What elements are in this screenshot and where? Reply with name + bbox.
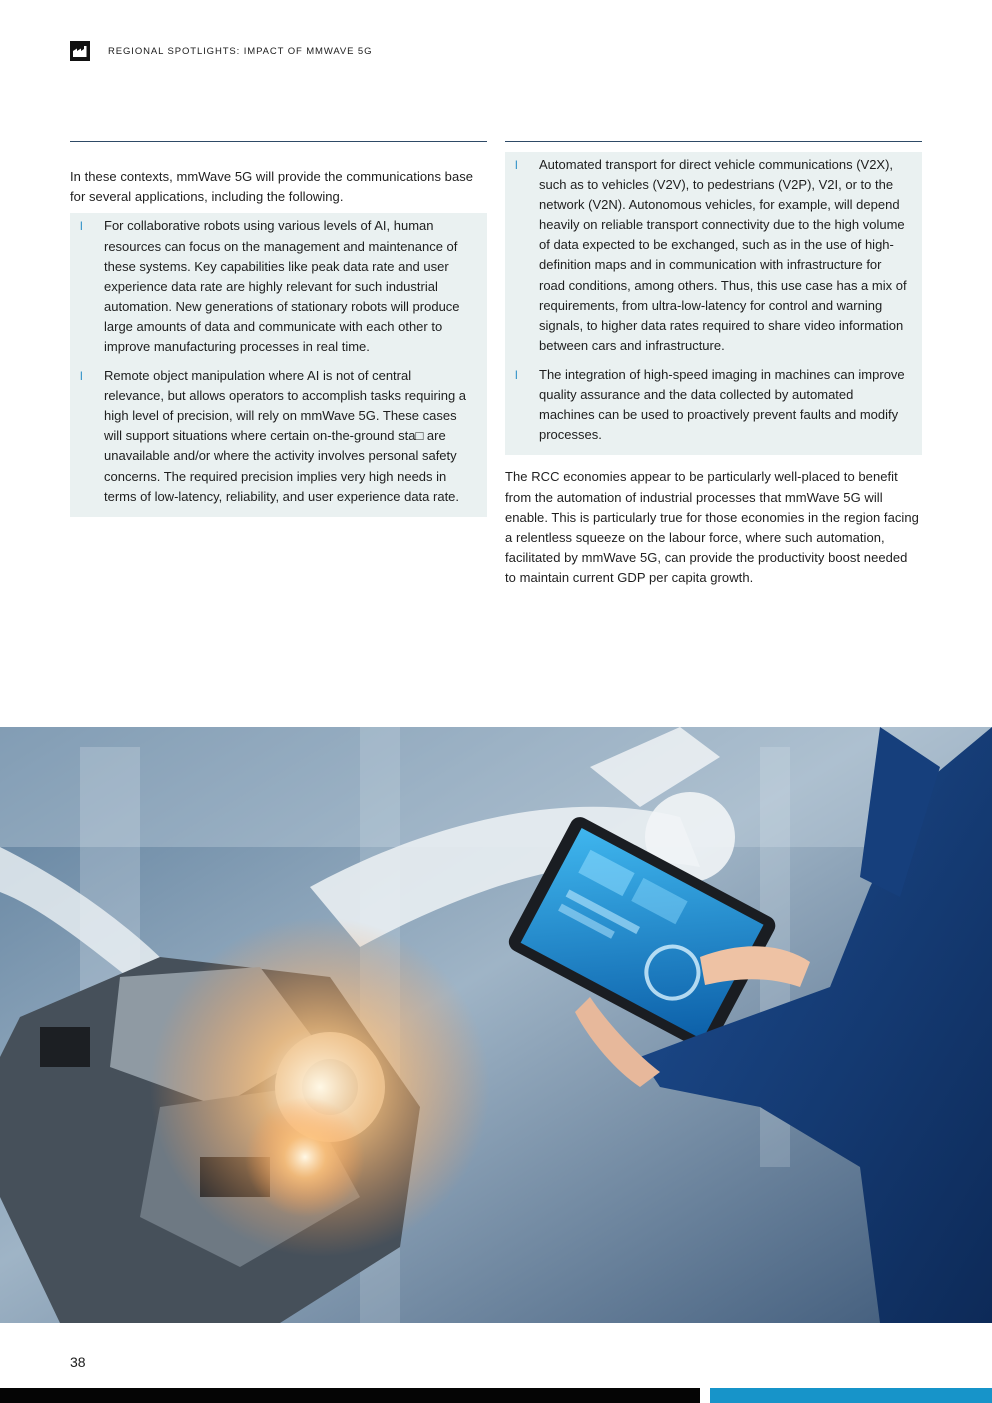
bullet-text: The integration of high-speed imaging in machines can improve quality assurance and the data collected by automated machines can be used to proactively prevent faults and modify processes. — [539, 366, 905, 443]
closing-paragraph: The RCC economies appear to be particularly well-placed to benefit from the automation of industrial processes that mmWave 5G will enable. This is particularly true for those economies in the region facing a relentless squeeze on the labour force, where such automation, facilitated by mmWave 5G, can provide the productivity boost needed to maintain current GDP per capita growth. — [505, 469, 919, 586]
list-item — [515, 155, 908, 356]
bullet-text: For collaborative robots using various levels of AI, human resources can focus on the management and maintenance of these systems. Key capabilities like peak data rate and user experience data rate are highly relevant for such industrial automation. New generations of stationary robots will produce large amounts of data and communicate with each other to improve manufacturing processes in real time. — [104, 218, 460, 354]
list-item — [515, 365, 908, 445]
bullet-list — [70, 213, 487, 516]
intro-paragraph: In these contexts, mmWave 5G will provide the communications base for several applications, including the following. — [70, 169, 474, 205]
list-item — [80, 366, 473, 507]
section-title: REGIONAL SPOTLIGHTS: IMPACT OF MMWAVE 5G — [108, 45, 373, 57]
bullet-marker: l — [515, 367, 518, 382]
list-item — [80, 216, 473, 357]
industrial-robot-tablet-photo — [0, 727, 992, 1323]
bullet-marker: l — [80, 369, 83, 384]
factory-icon — [70, 41, 90, 61]
page-header — [70, 40, 372, 62]
bullet-text: Remote object manipulation where AI is not of central relevance, but allows operators to accomplish tasks requiring a high level of precision, will rely on mmWave 5G. These cases will support situations where certain on-the-ground sta□ are unavailable and/or where the activity involves personal safety concerns. The required precision implies very high needs in terms of low-latency, reliability, and user experience data rate. — [104, 368, 467, 504]
bullet-text: Automated transport for direct vehicle communications (V2X), such as to vehicles (V2V), to pedestrians (V2P), V2I, or to the network (V2N). Autonomous vehicles, for example, will depend heavily on reliable transport connectivity due to the high volume of data expected to be exchanged, such as in the use of high-definition maps and in communication with infrastructure for road conditions, among others. Thus, this use case has a mix of requirements, from ultra-low-latency for control and warning signals, to higher data rates required to share video information between cars and infrastructure. — [539, 157, 907, 353]
photo-illustration — [0, 727, 992, 1323]
right-column — [505, 141, 922, 589]
bullet-marker: l — [515, 158, 518, 172]
left-column — [70, 141, 487, 517]
bullet-marker: l — [80, 219, 83, 234]
bullet-list — [505, 152, 922, 455]
page-number: 38 — [70, 1354, 86, 1370]
footer-bar-left — [0, 1388, 700, 1403]
column-divider — [70, 141, 487, 142]
footer-bar-right — [710, 1388, 992, 1403]
column-divider — [505, 141, 922, 142]
